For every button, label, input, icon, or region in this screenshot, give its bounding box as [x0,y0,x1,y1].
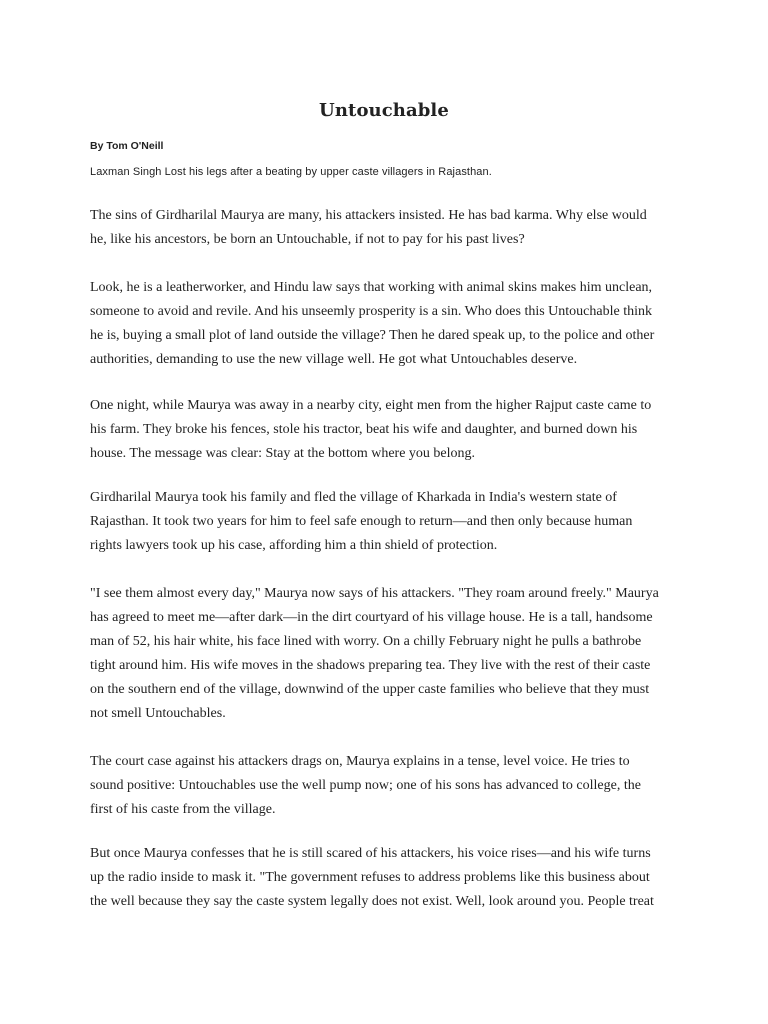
paragraph-line: on the southern end of the village, downwind of the upper caste families who believe that they must [90,682,650,697]
paragraph-2 [90,276,684,372]
paragraph-4 [90,486,684,558]
paragraph-3 [90,394,684,466]
photo-caption: Laxman Singh Lost his legs after a beating by upper caste villagers in Rajasthan. [90,166,492,178]
paragraph-line: his farm. They broke his fences, stole his tractor, beat his wife and daughter, and burned down his [90,422,638,437]
paragraph-line: The court case against his attackers drags on, Maurya explains in a tense, level voice. He tries to [90,754,630,769]
paragraph-line: rights lawyers took up his case, affording him a thin shield of protection. [90,538,498,553]
paragraph-line: Girdharilal Maurya took his family and fled the village of Kharkada in India's western state of [90,490,617,505]
paragraph-line: man of 52, his hair white, his face lined with worry. On a chilly February night he pulls a bathrobe [90,634,642,649]
article-title: Untouchable [319,100,449,121]
paragraph-line: authorities, demanding to use the new village well. He got what Untouchables deserve. [90,352,578,367]
article-byline: By Tom O'Neill [90,140,164,152]
paragraph-line: The sins of Girdharilal Maurya are many, his attackers insisted. He has bad karma. Why else would [90,208,647,223]
paragraph-line: not smell Untouchables. [90,706,226,721]
paragraph-7 [90,842,684,914]
paragraph-line: has agreed to meet me—after dark—in the dirt courtyard of his village house. He is a tall, handsome [90,610,653,625]
paragraph-line: Rajasthan. It took two years for him to feel safe enough to return—and then only because human [90,514,633,529]
paragraph-line: up the radio inside to mask it. "The government refuses to address problems like this business about [90,870,650,885]
paragraph-line: "I see them almost every day," Maurya now says of his attackers. "They roam around freely." Maurya [90,586,659,601]
paragraph-line: But once Maurya confesses that he is still scared of his attackers, his voice rises—and his wife turns [90,846,651,861]
paragraph-line: someone to avoid and revile. And his unseemly prosperity is a sin. Who does this Untouchable think [90,304,652,319]
paragraph-5 [90,582,684,726]
paragraph-line: One night, while Maurya was away in a nearby city, eight men from the higher Rajput caste came to [90,398,652,413]
paragraph-line: sound positive: Untouchables use the well pump now; one of his sons has advanced to college, the [90,778,641,793]
paragraph-line: tight around him. His wife moves in the shadows preparing tea. They live with the rest of their caste [90,658,651,673]
paragraph-line: the well because they say the caste system legally does not exist. Well, look around you. People treat [90,894,654,909]
paragraph-line: he is, buying a small plot of land outside the village? Then he dared speak up, to the police and other [90,328,655,343]
paragraph-line: first of his caste from the village. [90,802,276,817]
paragraph-1 [90,204,684,252]
paragraph-line: Look, he is a leatherworker, and Hindu law says that working with animal skins makes him unclean, [90,280,653,295]
paragraph-6 [90,750,684,822]
paragraph-line: house. The message was clear: Stay at the bottom where you belong. [90,446,476,461]
paragraph-line: he, like his ancestors, be born an Untouchable, if not to pay for his past lives? [90,232,525,247]
